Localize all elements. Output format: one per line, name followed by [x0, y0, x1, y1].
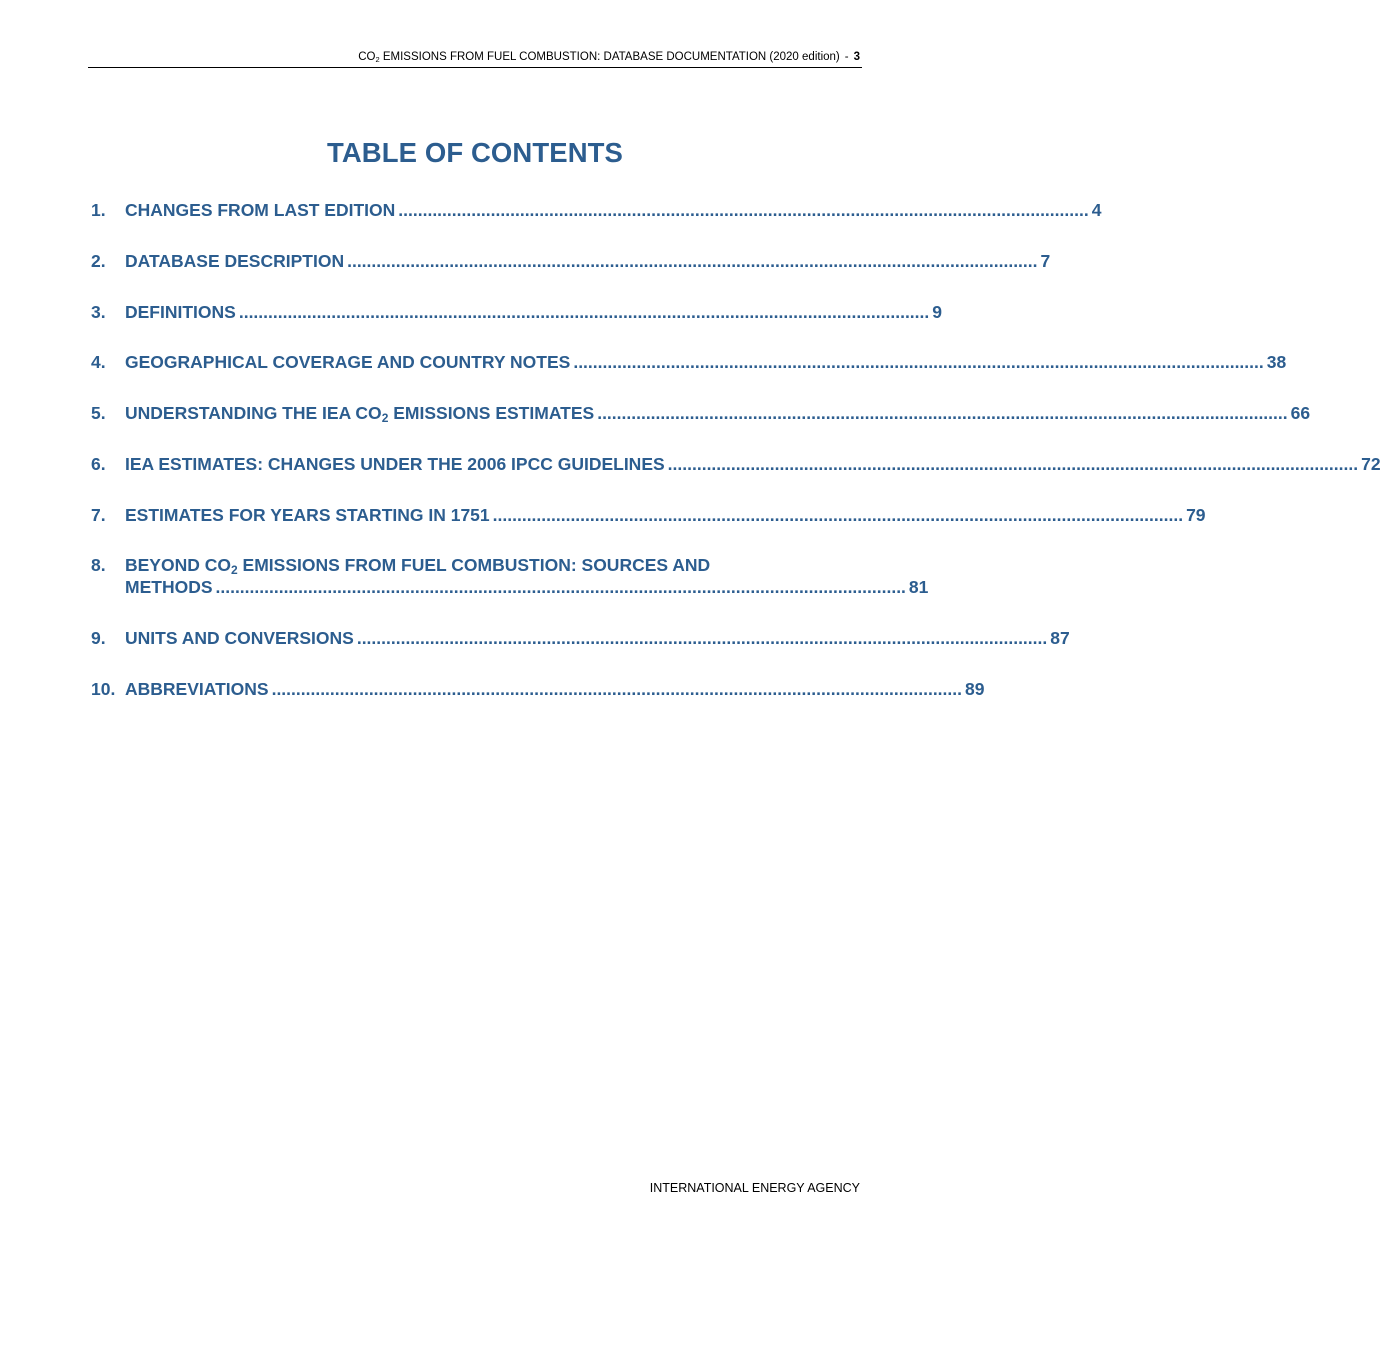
dot-leader: .............................................................................................................................................. — [271, 679, 962, 699]
toc-entry-label: UNITS AND CONVERSIONS — [125, 628, 354, 648]
toc-entry-page: 9 — [932, 302, 942, 322]
toc-entry-number: 10. — [91, 679, 116, 699]
dot-leader: .............................................................................................................................................. — [356, 628, 1048, 648]
dot-leader: .............................................................................................................................................. — [215, 577, 906, 597]
toc-entry-page: 66 — [1290, 403, 1311, 423]
toc-entry-page: 72 — [1361, 454, 1381, 474]
toc-entry-number: 8. — [91, 555, 106, 575]
toc-entry-label: IEA ESTIMATES: CHANGES UNDER THE 2006 IPCC GUIDELINES — [125, 454, 665, 474]
dot-leader: .............................................................................................................................................. — [347, 251, 1038, 271]
toc-entry-page: 87 — [1050, 628, 1070, 648]
toc-entry-label: BEYOND $CO_2$ EMISSIONS FROM FUEL COMBUSTION: SOURCES AND — [125, 555, 711, 577]
toc-entry-7[interactable] — [91, 504, 1206, 526]
toc-entry-label: GEOGRAPHICAL COVERAGE AND COUNTRY NOTES — [125, 352, 571, 372]
dot-leader: .............................................................................................................................................. — [398, 200, 1089, 220]
toc-entry-number: 2. — [91, 251, 106, 271]
toc-entry-label: CHANGES FROM LAST EDITION — [125, 200, 396, 220]
toc-entry-label: DATABASE DESCRIPTION — [125, 251, 345, 271]
header-title: CO2 EMISSIONS FROM FUEL COMBUSTION: DATABASE DOCUMENTATION (2020 edition) — [358, 51, 840, 64]
toc-entry-page: 4 — [1091, 200, 1102, 220]
toc-entry-5[interactable] — [91, 402, 1311, 425]
toc-entry-8[interactable] — [91, 554, 929, 598]
toc-entry-page: 89 — [965, 679, 985, 699]
toc-entry-6[interactable] — [91, 453, 1381, 475]
toc-entry-number: 9. — [91, 628, 106, 648]
toc-entry-9[interactable] — [91, 627, 1070, 649]
toc-entry-10[interactable] — [91, 678, 985, 700]
toc-entry-number: 1. — [91, 200, 106, 220]
toc-entry-number: 5. — [91, 403, 106, 423]
toc-entry-page: 79 — [1186, 505, 1206, 525]
toc-entry-number: 4. — [91, 352, 106, 372]
dot-leader: .............................................................................................................................................. — [597, 403, 1288, 423]
toc-entry-page: 7 — [1040, 251, 1051, 271]
header-separator: - — [844, 51, 849, 63]
toc-entry-number: 3. — [91, 302, 106, 322]
toc-entry-label: UNDERSTANDING THE IEA $CO_2$ EMISSIONS ESTIMATES — [125, 403, 595, 425]
toc-entry-page: 81 — [908, 577, 929, 597]
toc-entry-2[interactable] — [91, 250, 1051, 272]
page-title: TABLE OF CONTENTS — [326, 137, 624, 168]
page-header — [88, 50, 862, 68]
toc-entry-number: 7. — [91, 505, 106, 525]
toc-entry-4[interactable] — [91, 351, 1287, 373]
dot-leader: .............................................................................................................................................. — [238, 302, 930, 322]
toc-entry-label: ESTIMATES FOR YEARS STARTING IN 1751 — [125, 505, 490, 525]
header-page-number: 3 — [853, 51, 860, 63]
toc-entry-page: 38 — [1266, 352, 1287, 372]
dot-leader: .............................................................................................................................................. — [573, 352, 1264, 372]
toc-entry-label-continued: METHODS — [125, 577, 213, 597]
toc-entry-label: DEFINITIONS — [125, 302, 236, 322]
toc-entry-label: ABBREVIATIONS — [125, 679, 269, 699]
dot-leader: .............................................................................................................................................. — [667, 454, 1359, 474]
toc-entry-number: 6. — [91, 454, 106, 474]
toc-entry-3[interactable] — [91, 301, 942, 323]
toc-entry-1[interactable] — [91, 199, 1102, 221]
dot-leader: .............................................................................................................................................. — [492, 505, 1184, 525]
page-footer: INTERNATIONAL ENERGY AGENCY — [649, 1181, 860, 1195]
